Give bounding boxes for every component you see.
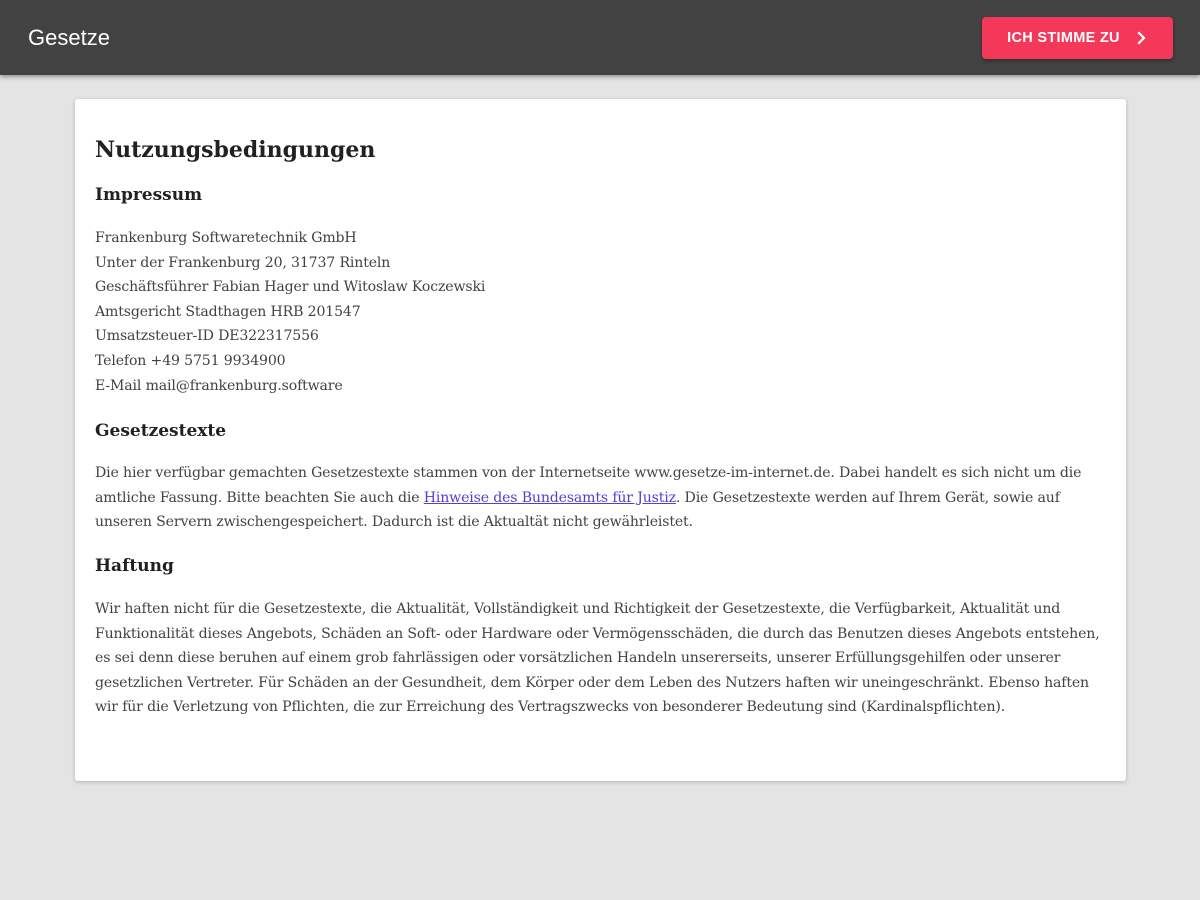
gesetzestexte-heading: Gesetzestexte (95, 421, 227, 441)
gesetzestexte-text-end: . Die Gesetzestexte werden auf Ihrem Gerät, sowie auf unseren Servern zwischengespeichert. Dadurch ist die Aktualtät nicht gewährleistet. (95, 489, 1060, 531)
terms-card (75, 99, 1126, 781)
haftung-paragraph: Wir haften nicht für die Gesetzestexte, die Aktualität, Vollständigkeit und Richtigkeit der Gesetzestexte, die Verfügbarkeit, Aktualität und Funktionalität dieses Angebots, Schäden an Soft- oder Hardware oder Vermögensschäden, die durch das Benutzen dieses Angebots entstehen, es sei denn diese beruhen auf einem grob fahrlässigen oder vorsätzlichen Handeln unsererseits, unserer Erfüllungsgehilfen oder unserer gesetzlichen Vertreter. Für Schäden an der Gesundheit, dem Körper oder dem Leben des Nutzers haften wir uneingeschränkt. Ebenso haften wir für die Verletzung von Pflichten, die zur Erreichung des Vertragszwecks von besonderer Bedeutung sind (Kardinalspflichten). (95, 601, 1100, 716)
impressum-heading: Impressum (95, 185, 203, 205)
gesetzestexte-paragraph (95, 461, 1107, 535)
bundesamt-justiz-link[interactable]: Hinweise des Bundesamts für Justiz (423, 489, 676, 506)
haftung-heading: Haftung (95, 556, 174, 576)
app-title: Gesetze (28, 25, 110, 50)
page-title: Nutzungsbedingungen (95, 137, 376, 163)
impressum-line: Frankenburg Softwaretechnik GmbH (95, 230, 357, 246)
app-bar (0, 0, 1200, 75)
impressum-line: Geschäftsführer Fabian Hager und Witoslaw Koczewski (95, 279, 486, 296)
impressum-line: E-Mail mail@frankenburg.software (95, 377, 343, 394)
impressum-line: Umsatzsteuer-ID DE322317556 (95, 328, 319, 345)
impressum-line: Amtsgericht Stadthagen HRB 201547 (95, 303, 361, 320)
impressum-block (95, 226, 1107, 398)
chevron-right-icon (1136, 31, 1148, 45)
agree-button-label: ICH STIMME ZU (1007, 30, 1120, 46)
agree-button[interactable] (982, 17, 1173, 59)
impressum-line: Unter der Frankenburg 20, 31737 Rinteln (95, 254, 391, 271)
gesetzestexte-text: Die hier verfügbar gemachten Gesetzestexte stammen von der Internetseite www.gesetze-im-internet.de. Dabei handelt es sich nicht um die amtliche Fassung. Bitte beachten Sie auch die (95, 465, 1082, 506)
impressum-line: Telefon +49 5751 9934900 (95, 352, 286, 369)
